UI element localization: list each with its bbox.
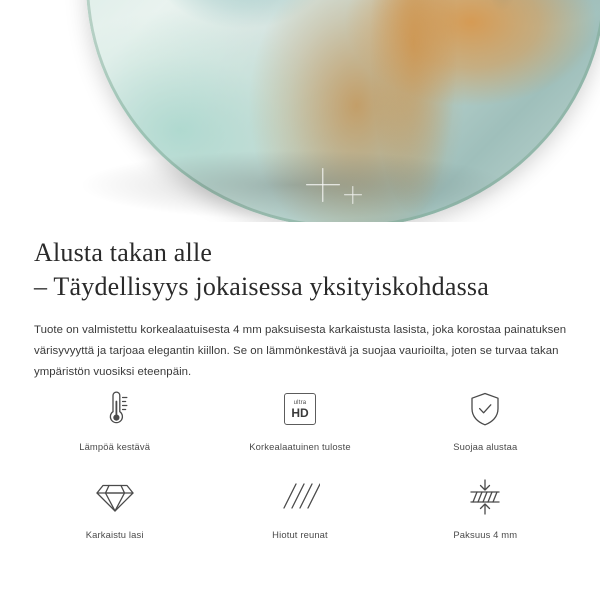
badge-big-text: HD bbox=[291, 405, 309, 420]
ultra-hd-icon bbox=[284, 386, 316, 432]
feature-high-quality-print bbox=[207, 382, 392, 470]
badge-small-text: ultra bbox=[293, 399, 307, 406]
headline-line-2: – Täydellisyys jokaisessa yksityiskohdassa bbox=[34, 272, 489, 301]
feature-tempered-glass bbox=[22, 470, 207, 558]
feature-thickness bbox=[393, 470, 578, 558]
feature-protects-surface bbox=[393, 382, 578, 470]
feature-grid bbox=[22, 382, 578, 558]
page-title bbox=[34, 236, 566, 304]
feature-polished-edges bbox=[207, 470, 392, 558]
glass-plate-image bbox=[86, 0, 600, 222]
feature-label: Lämpöä kestävä bbox=[79, 441, 151, 452]
feature-heat-resistant bbox=[22, 382, 207, 470]
feature-label: Paksuus 4 mm bbox=[453, 529, 518, 540]
headline-line-1: Alusta takan alle bbox=[34, 238, 213, 267]
feature-label: Korkealaatuinen tuloste bbox=[249, 441, 351, 452]
feature-label: Hiotut reunat bbox=[272, 529, 328, 540]
polished-edges-icon bbox=[280, 474, 320, 520]
feature-label: Suojaa alustaa bbox=[453, 441, 518, 452]
body-paragraph: Tuote on valmistettu korkealaatuisesta 4 mm paksuisesta karkaistusta lasista, joka korostaa painatuksen värisyvyyttä ja tarjoaa elegantin kiillon. Se on lämmönkestävä ja suojaa vaurioilta, joten se turvaa takan ympäristön vuosiksi eteenpäin. bbox=[34, 324, 567, 378]
hero-image bbox=[0, 0, 600, 222]
feature-label: Karkaistu lasi bbox=[85, 529, 144, 540]
thermometer-icon bbox=[98, 386, 132, 432]
text-content bbox=[0, 222, 600, 383]
diamond-icon bbox=[95, 474, 135, 520]
thickness-arrows-icon bbox=[465, 474, 505, 520]
shield-check-icon bbox=[467, 386, 503, 432]
